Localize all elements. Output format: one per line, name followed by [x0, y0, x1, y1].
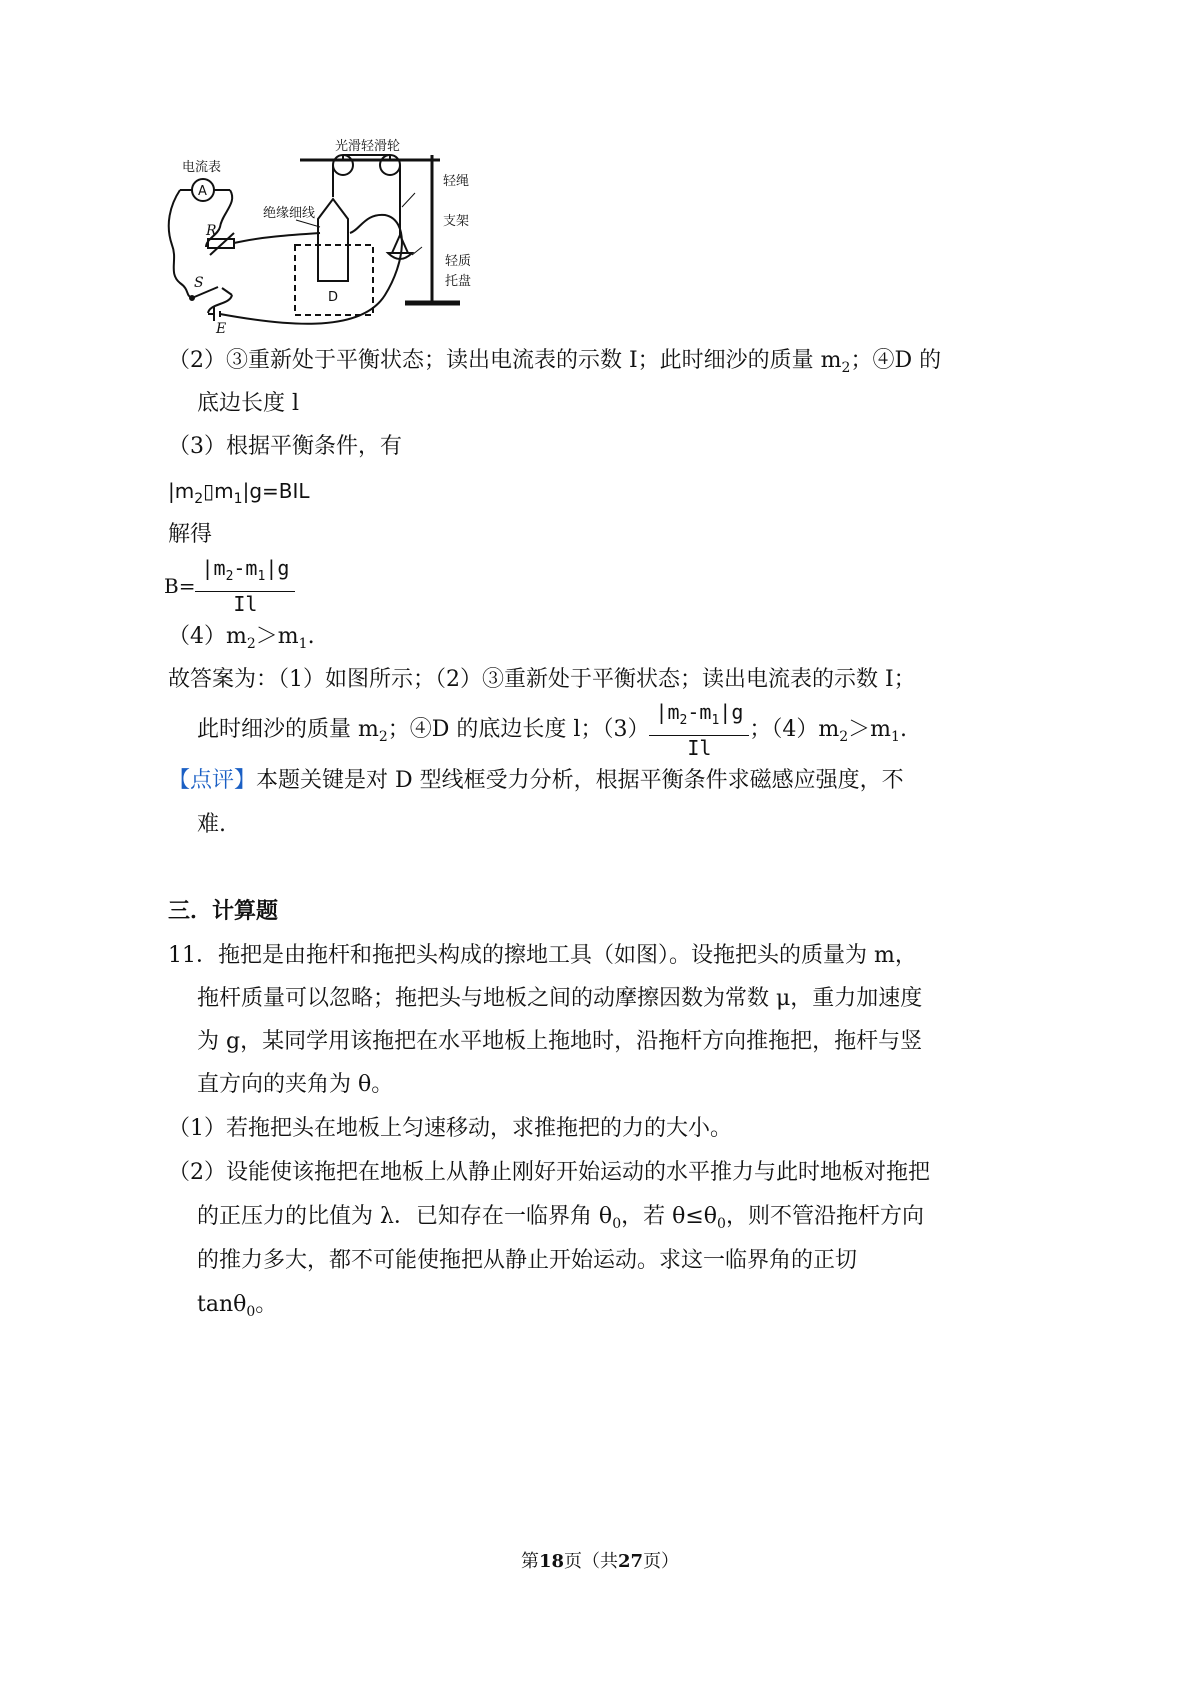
- q11-line4: 直方向的夹角为 θ。: [197, 1072, 394, 1097]
- solve-label: 解得: [168, 522, 213, 547]
- q11-line3: 为 g，某同学用该拖把在水平地板上拖地时，沿拖杆方向推拖把，拖杆与竖: [197, 1029, 923, 1054]
- ammeter-symbol: A: [198, 184, 207, 199]
- frame-label: D: [328, 290, 339, 305]
- comment-line2: 难.: [197, 812, 226, 837]
- answer-part2-line1: （2）③重新处于平衡状态；读出电流表的示数 I；此时细沙的质量 $m_2$；④D 的: [168, 348, 942, 376]
- q11-sub1: （1）若拖把头在地板上匀速移动，求推拖把的力的大小。: [168, 1116, 732, 1141]
- switch-label: S: [194, 275, 204, 291]
- tray-label-2: 托盘: [445, 274, 472, 289]
- q11-sub2-line1: （2）设能使该拖把在地板上从静止刚好开始运动的水平推力与此时地板对拖把: [168, 1160, 930, 1185]
- rope-label: 轻绳: [443, 174, 470, 189]
- equation-balance: $|m_2▯m_1|g=BIL$: [168, 479, 310, 507]
- summary-fraction: $\frac{|m_2-m_1|g}{Il}$: [649, 700, 749, 760]
- summary-line1: 故答案为：（1）如图所示；（2）③重新处于平衡状态；读出电流表的示数 I；: [168, 667, 916, 692]
- section-title: 三．计算题: [168, 899, 279, 924]
- q11-sub2-line2: 的正压力的比值为 λ．已知存在一临界角 $\theta_0$，若 $\theta\le\theta_0$，则不管沿拖杆方向: [197, 1204, 924, 1232]
- equation-lhs: B=: [164, 574, 196, 598]
- answer-part4: $(4)m_2>m_1$.: [168, 624, 315, 652]
- equation-result: [164, 556, 295, 616]
- answer-part2-line2: 底边长度 l: [197, 391, 300, 416]
- q11-line2: 拖杆质量可以忽略；拖把头与地板之间的动摩擦因数为常数 μ，重力加速度: [197, 986, 923, 1011]
- page-number: 18: [538, 1551, 564, 1572]
- page-footer: 第18页（共27页）: [520, 1551, 680, 1572]
- q11-line1: 11．拖把是由拖杆和拖把头构成的擦地工具（如图）。设拖把头的质量为 m，: [168, 943, 917, 968]
- answer-part3: （3）根据平衡条件，有: [168, 434, 402, 459]
- resistor-label: R: [206, 223, 217, 239]
- ammeter-label: 电流表: [182, 160, 222, 175]
- comment-tag: 【点评】: [168, 768, 257, 793]
- tray-label-1: 轻质: [445, 254, 472, 269]
- q11-sub2-line4: tanθ$_0$。: [197, 1292, 278, 1320]
- comment-line1: 【点评】本题关键是对 D 型线框受力分析，根据平衡条件求磁感应强度，不: [168, 768, 904, 793]
- summary-line2: 此时细沙的质量 $m_2$；④D 的底边长度 l；（3） $\frac{|m_2-m_1|g}{Il}$ ；$(4)m_2>m_1$.: [197, 700, 907, 760]
- stand-label: 支架: [443, 214, 470, 229]
- thread-label: 绝缘细线: [263, 206, 316, 221]
- page-total: 27: [618, 1551, 644, 1572]
- battery-label: E: [216, 321, 227, 337]
- q11-sub2-line3: 的推力多大，都不可能使拖把从静止开始运动。求这一临界角的正切: [197, 1248, 858, 1273]
- experiment-diagram: [160, 135, 510, 340]
- fraction: $\frac{|m_2-m_1|g}{Il}$: [195, 556, 295, 616]
- pulley-label: 光滑轻滑轮: [335, 139, 401, 154]
